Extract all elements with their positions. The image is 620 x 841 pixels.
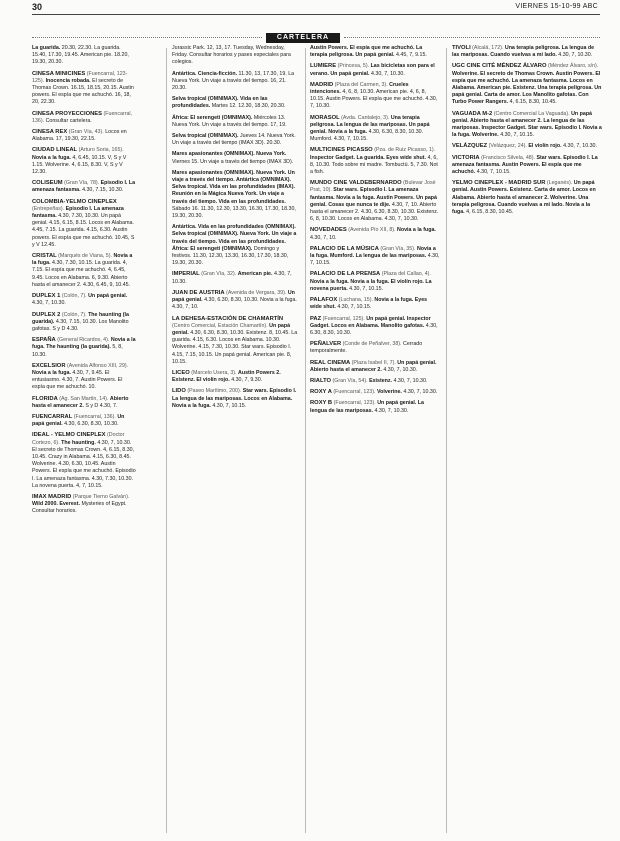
listings-column-4 (452, 45, 602, 833)
cinema-address: (Avenida de Vergara, 39). (226, 289, 287, 296)
cinema-listing (172, 370, 300, 384)
film-titles: Star wars. Episodio I. La amenaza fantasma. Novia a la fuga. Austin Powers. Un papá genial. Cosas que nunca te dije. (310, 187, 437, 208)
cinema-name: PEÑALVER (310, 341, 342, 348)
cinema-address: (Princesa, 5). (337, 63, 370, 70)
cinema-listing (452, 155, 602, 177)
cinema-listing (32, 312, 136, 334)
cinema-listing (172, 290, 300, 312)
listings-column-2 (172, 45, 300, 833)
showtimes: 4.30, 7, 9.45. El entusiasmo. 4.30, 7. Austin Powers. El espía que me achuchó. 10. (32, 369, 123, 391)
film-titles: Un papá genial. La lengua de las mariposas. (310, 400, 425, 414)
showtimes: 4.30, 7, 10.30. (383, 366, 418, 373)
cinema-name: MORASOL (310, 114, 340, 121)
film-titles: El violín rojo. (528, 143, 562, 150)
cinema-name: PALACIO DE LA MÚSICA (310, 245, 379, 252)
cinema-name: VAGUADA M-2 (452, 110, 493, 117)
cinema-name: IMPERIAL (172, 271, 200, 278)
film-titles: Austin Powers. El espía que me achuchó. La terapia peligrosa. Un papá genial. (310, 45, 423, 59)
divider-right (344, 37, 600, 38)
cinema-name: CINESA REX (32, 129, 68, 136)
showtimes: 4.30, 7.30, 10.15. La guarida. 4, 7.15. El espía que me achuchó. 4, 6.45, 9.45. Locos en Alabama. 6, 9.30. Abierto hasta el amanecer 2. 4.30, 6.45, 9, 10.45. (32, 260, 131, 288)
cinema-name: CINESA MINICINES (32, 70, 86, 77)
film-titles: Mares apasionantes (OMNIMAX). Nueva York. Un viaje a través del tiempo. Antártica (OMNIMAX). Selva tropical. Vida en las profundidades (IMAX). Reunión en la Mágica Nueva York. Un viaje a través del tiempo. Vida en las profundidades. (172, 169, 295, 205)
cinema-name: CINESA PROYECCIONES (32, 110, 103, 117)
film-titles: Episodio I. La amenaza fantasma. (32, 205, 124, 220)
cinema-listing (310, 227, 440, 241)
showtimes: 11.30, 13, 17.30, 19. La Nueva York. Un viaje a través del tiempo. 16, 21. 20.30. (172, 70, 295, 92)
cinema-listing (32, 293, 136, 307)
film-titles: Star wars. Episodio I. La lengua de las mariposas. Locos en Alabama. Novia a la fuga. (172, 388, 297, 409)
showtimes: 4, 6.45, 10.15. V, S y V 1.15. Wolverine. 4, 6.15, 8.30. V, S y V 12.30. (32, 154, 127, 176)
cinema-listing (32, 45, 136, 67)
showtimes: 4.30, 7.30, 10.30. Un papá genial. 4.15, 6.15, 8.15. Locos en Alabama. 4.45, 7.15. La guarida. 4.15, 6.30. Austin powers. El espía que me achuchó. 10.45, S y V 12.45. (32, 213, 135, 248)
cinema-listing (32, 253, 136, 289)
showtimes: Jueves 14. Nueva York. Un viaje a través del tiempo (IMAX 3D). 20.30. (172, 133, 296, 147)
cinema-address: (Fuencarral, 125). (322, 315, 365, 322)
showtimes: El secreto de Thomas Crown. 16.15, 18.15, 20.15. Austin powers. El espía que me achuchó. 16, 18, 20, 22.30. (32, 77, 134, 106)
cinema-name: MADRID (310, 81, 334, 88)
cinema-listing (172, 133, 300, 147)
film-titles: Crueles intenciones. (310, 81, 409, 96)
cinema-name: MUNDO CINE VALDEBERNARDO (310, 180, 402, 187)
cinema-listing (32, 199, 136, 249)
cinema-listing (310, 246, 440, 268)
cinema-listing (32, 432, 136, 490)
film-titles: Novia a la fuga. (32, 369, 71, 376)
cinema-listing (310, 378, 440, 385)
film-titles: Wolverine. El secreto de Thomas Crown. Austin Powers. El espía que me achuchó. La amenaza fantasma. Locos en Alabama. American pie. Existenz. Una terapia peligrosa. Un papá genial. Carta de amor. Los Manolito gafotas. Con Turbo Power Rangers. (452, 70, 602, 106)
film-titles: Novia a la fuga. (32, 253, 133, 267)
cinema-address: (Avenida Pío XII, 8). (348, 227, 396, 234)
newspaper-date: VIERNES 15-10-99 ABC (515, 3, 598, 10)
cinema-address: (Gran Vía, 43). (68, 129, 104, 136)
cinema-address: (General Ricardos, 4). (57, 337, 110, 344)
film-titles: Un papá genial. (172, 289, 295, 304)
cinema-listing (32, 180, 136, 194)
cinema-name: JUAN DE AUSTRIA (172, 289, 225, 296)
showtimes: 4.30, 6.30, 8.30, 10.30. Existenz. 8, 10.45. La guarida. 4.15, 6.30. Locos en Alabama. 10.30. Wolverine. 4.15, 7.30, 10.30. Star wars. Episodio I. 4.15, 7.15, 10.15. Un papá genial. American pie. 8, 10.15. (172, 329, 298, 365)
cinema-name: FLORIDA (32, 395, 58, 402)
cinema-address: (Fuencarral, 136). (32, 110, 133, 124)
cinema-listing (172, 96, 300, 110)
showtimes: 4.30, 6.30, 8.30, 10.30. (64, 421, 119, 428)
showtimes: 4.30, 7, 10.15. (337, 304, 372, 311)
cinema-address: (Arturo Soria, 165). (78, 147, 124, 154)
showtimes: 20.30, 22.30. La guarida. 15.40, 17.30, 19.45. American pie. 18.20, 19.30, 20.30. (32, 45, 129, 66)
cinema-name: VICTORIA (452, 154, 480, 161)
showtimes: 4.30, 7, 10. (310, 234, 337, 241)
showtimes: Cerrado temporalmente. (310, 341, 423, 355)
showtimes: 4.30, 7, 10.30. (374, 407, 409, 414)
film-titles: Wild 2000. Everest. (32, 501, 80, 508)
cinema-listing (172, 71, 300, 93)
cinema-name: PALAFOX (310, 297, 338, 304)
cinema-address: (Gran Vía, 35). (380, 245, 416, 252)
cinema-name: RIALTO (310, 377, 332, 384)
cinema-listing (32, 71, 136, 107)
cinema-listing (310, 400, 440, 414)
page-number: 30 (32, 2, 43, 12)
cinema-address: (Conde de Peñalver, 38). (342, 341, 402, 348)
column-rule (446, 48, 447, 833)
film-titles: Un papá genial. Inspector Gadget. Locos en Alabama. Manolito gafotas. (310, 315, 431, 329)
cinema-name: EXCELSIOR (32, 362, 66, 369)
column-rule (305, 48, 306, 833)
cinema-address: (Fuencarral, 123). (333, 400, 376, 407)
film-titles: Antártica. Ciencia-ficción. (172, 70, 238, 77)
cinema-listing (310, 180, 440, 223)
cinema-listing (452, 180, 602, 216)
cinema-listing (32, 363, 136, 392)
film-titles: Volverine. (376, 389, 402, 396)
film-titles: Novia a la fuga. (397, 227, 436, 234)
cinema-listing (310, 147, 440, 176)
cinema-name: DUPLEX 2 (32, 311, 61, 318)
film-titles: Selva tropical (OMNIMAX). (172, 133, 239, 140)
cinema-listing (32, 129, 136, 143)
cinema-name: LIDO (172, 388, 186, 395)
cinema-name: NOVEDADES (310, 227, 347, 234)
cinema-name: VELÁZQUEZ (452, 143, 488, 150)
cinema-listing (310, 45, 440, 59)
cinema-name: LA DEHESA-ESTACIÓN DE CHAMARTÍN (172, 315, 284, 322)
showtimes: Consultar cartelera. (45, 117, 92, 124)
cinema-listing (452, 111, 602, 140)
cinema-address: (Gran Vía, 32). (201, 271, 237, 278)
showtimes: 5, 8, 10.30. (32, 344, 123, 358)
cinema-name: REAL CINEMA (310, 359, 351, 366)
cinema-address: (Plaza del Callao, 4). (381, 271, 431, 278)
cinema-address: (Gran Vía, 54). (332, 377, 368, 384)
showtimes: Locos en Alabama. 17, 19.30, 22.15. (32, 129, 127, 143)
cinema-name: LICEO (172, 369, 190, 376)
film-titles: Inspector Gadget. La guarida. Eyes wide shut. (310, 154, 426, 161)
film-titles: Mares apasionantes (OMNIMAX). Nueva York. (172, 151, 287, 158)
cinema-address: (Méndez Álvaro, s/n). (547, 63, 599, 70)
cinema-address: (Colón, 7). (61, 311, 87, 318)
cinema-listing (310, 115, 440, 144)
showtimes: 4.30, 7, 10.30. (393, 377, 428, 384)
showtimes: 4.30, 7, 10.30. (32, 300, 66, 307)
cinema-address: (Centro Comercial La Vaguada). (493, 110, 570, 117)
showtimes: 4.30, 7, 10.30. El secreto de Thomas Crown. 4, 6.15, 8.30, 10.45. Crazy in Alabama. 4.15, 6.30, 8.45. Wolverine. 4.30, 6.30, 10.45. Austin Powers. El espía que me achuchó. Episodio I. La amenaza fantasma. 4.30, 7.30, 10.30. La novena puerta. 4, 7, 10.15. (32, 439, 136, 489)
cinema-address: (Gran Vía, 78). (64, 180, 100, 187)
showtimes: 4.45, 7, 9.15. (395, 52, 427, 59)
cinema-name: DUPLEX 1 (32, 293, 61, 300)
cinema-name: CRISTAL (32, 253, 57, 260)
showtimes: 4.30, 7, 10.30. (172, 271, 292, 285)
showtimes: Martes 12. 12.30, 18.30, 20.30. (211, 103, 286, 110)
showtimes: 4.30, 7, 10.30. (558, 52, 593, 59)
showtimes: 4, 6.15, 8.30, 10.45. (509, 99, 557, 106)
divider-left (32, 37, 262, 38)
showtimes: 4.30, 7, 10.15. (476, 169, 511, 176)
showtimes: Viernes 15. Un viaje a través del tiempo (IMAX 3D). (172, 158, 294, 165)
cinema-name: FUENCARRAL (32, 413, 73, 420)
showtimes: 4.30, 7, 10.15. (500, 132, 535, 139)
showtimes: 4.30, 6.30, 8.30, 10.30. Mumford. 4.30, 7, 10.15. (310, 129, 424, 143)
film-titles: Una terapia peligrosa. La lengua de las mariposas. Un papá genial. Novia a la fuga. (310, 114, 430, 136)
showtimes: 4.30, 6.30, 8.30, 10.30. Novia a la fuga. 4.30, 7, 10. (172, 297, 297, 311)
cinema-listing (310, 360, 440, 374)
cinema-address: (Avda. Cantalejo, 3). (341, 114, 390, 121)
cinema-listing (310, 297, 440, 311)
film-titles: Existenz. (369, 377, 393, 384)
showtimes: 4.30, 7.15, 10.30. Los Manolito gafotas. S y D 4.30. (32, 318, 129, 332)
cinema-listing (310, 341, 440, 355)
film-titles: Un papá genial. Abierto hasta el amanecer 2. La lengua de las mariposas. Inspector Gadget. Star wars. Episodio I. Novia a la fuga. Wolverine. (452, 110, 602, 139)
film-titles: Un papá genial. (172, 322, 291, 336)
cinema-listing (172, 45, 300, 67)
showtimes: S y D 4.30, 7. (85, 402, 118, 409)
cinema-listing (172, 388, 300, 410)
film-titles: Abierto hasta el amanecer 2. (32, 395, 129, 409)
film-titles: Novia a la fuga. The haunting (la guarida). (32, 337, 136, 351)
showtimes: 4.30, 7, 9.30. (231, 377, 263, 384)
film-titles: Un papá genial. (32, 413, 125, 428)
film-titles: Un papá genial. Austin Powers. Existenz. Carta de amor. Locos en Alabama. Abierto hasta el amanecer 2. Wolverine. Una terapia peligrosa. Cuando vuelvas a mi lado. Novia a la fuga. (452, 180, 596, 216)
cinema-listing (452, 143, 602, 150)
cinema-address: (Parque Tierno Galván). (72, 493, 130, 500)
showtimes: 4.30, 7, 10.15. (310, 253, 440, 267)
showtimes: 4.30, 7, 10.30. (403, 389, 438, 396)
cinema-address: (Avenida Alfonso XIII, 29). (66, 362, 129, 369)
showtimes: 4.30, 7.15, 10.30. (82, 187, 124, 194)
cinema-address: (Plaza Isabel II, 7). (351, 359, 396, 366)
cinema-address: (Fuencarral, 136). (73, 413, 116, 420)
showtimes: Sábado 16. 11.30, 12.30, 13.30, 16.30, 17.30, 18.30, 19.30, 20.30. (172, 205, 296, 220)
showtimes: 4, 6, 8, 10.30. American pie. 4, 6, 8, 10.15. Austin Powers. El espía que me achuchó. 4.30, 7, 10.30. (310, 89, 438, 110)
cinema-address: (Doctor Cortezo, 6). (32, 432, 125, 446)
cinema-listing (32, 111, 136, 125)
cinema-name: IDEAL - YELMO CINEPLEX (32, 432, 106, 439)
showtimes: Domingo y festivos. 11.30, 12.30, 13.30, 16.30, 17.30, 18.30, 19.30, 20.30. (172, 245, 289, 267)
cinema-address: (Plaza del Carmen, 3). (334, 81, 388, 88)
film-titles: Una terapia peligrosa. La lengua de las mariposas. Cuando vuelvas a mi lado. (452, 45, 595, 59)
film-titles: Austin Powers 2. Existenz. El violín rojo. (172, 369, 281, 384)
header-rule (32, 14, 600, 15)
cinema-listing (310, 63, 440, 77)
cinema-address: (Marcelo Usera, 3). (191, 369, 237, 376)
showtimes: 4.30, 6.30, 8.30, 10.30. (310, 322, 438, 336)
cinema-listing (452, 63, 602, 106)
column-rule (166, 48, 167, 833)
showtimes: Miércoles 13. Nueva York. Un viaje a través del tiempo. 17, 19. (172, 114, 287, 128)
film-titles: Episodio I. La amenaza fantasma. (32, 180, 136, 194)
film-titles: Star wars. Episodio I. La amenaza fantasma. Austin Powers. El espía que me achuchó. (452, 154, 598, 176)
cinema-address: (Fuencarral, 123-125). (32, 70, 128, 84)
film-titles: The haunting. (61, 439, 96, 446)
cinema-name: ESPAÑA (32, 337, 56, 344)
section-title: CARTELERA (266, 33, 340, 43)
film-titles: Inocencia robada. (45, 77, 91, 84)
cinema-listing (310, 316, 440, 338)
listings-column-1 (32, 45, 136, 833)
cinema-listing (32, 396, 136, 410)
cinema-address: (Colón, 7). (61, 293, 87, 300)
cinema-address: (Paseo Marítimo, 200). (187, 388, 242, 395)
cinema-address: (Francisco Silvela, 48). (481, 154, 535, 161)
cinema-address: (Luchana, 15). (338, 297, 373, 304)
cinema-address: (Pza. de Ruiz Picasso, 1). (374, 147, 436, 154)
showtimes: 4.30, 7, 10.30. (370, 70, 405, 77)
cinema-name: COLOMBIA-YELMO CINEPLEX (32, 198, 117, 205)
showtimes: 4.30, 7, 10.15. (349, 285, 384, 292)
cinema-address: (Centro Comercial, Estación Chamartín). (172, 322, 268, 329)
cinema-listing (172, 316, 300, 366)
cinema-listing (172, 115, 300, 129)
cinema-address: (Fuencarral, 123). (333, 389, 376, 396)
showtimes: 4.30, 7, 10.15. (212, 402, 247, 409)
cinema-name: MULTICINES PICASSO (310, 147, 373, 154)
cinema-name: YELMO CINEPLEX - MADRID SUR (452, 180, 546, 187)
cinema-address: (Velázquez, 24). (488, 143, 527, 150)
cinema-listing (32, 494, 136, 516)
cinema-name: COLISEUM (32, 180, 63, 187)
cinema-name: PALACIO DE LA PRENSA (310, 271, 381, 278)
film-titles: Las bicicletas son para el verano. Un papá genial. (310, 63, 435, 77)
cinema-address: (Marqués de Viana, 5). (58, 253, 112, 260)
showtimes: 4.30, 7, 10. Abierto hasta el amanecer 2. 4.30, 6.30, 8.30, 10.30. Existenz. 6, 8, 10.30. Locos en Alabama. 4.30, 7, 10.30. (310, 201, 439, 223)
cinema-name: ROXY B (310, 400, 333, 407)
cinema-listing (310, 389, 440, 396)
showtimes: Mysteries of Egypt. Consultar horarios. (32, 501, 127, 515)
cinema-name: ROXY A (310, 389, 332, 396)
cinema-listing (32, 414, 136, 428)
cinema-address: (Ag. San Martín, 14). (59, 395, 109, 402)
cinema-name: TÍVOLI (452, 45, 471, 51)
film-titles: Un papá genial. (88, 293, 128, 300)
showtimes: 4.30, 7, 10.30. (563, 143, 597, 150)
cinema-listing (32, 147, 136, 176)
film-titles: Antártica. Vida en las profundidades (OMNIMAX). Selva tropical (OMNIMAX). Nueva York. Un viaje a través del tiempo. Vida en las profundidades. África: El serengeti (OMNIMAX). (172, 224, 297, 252)
film-titles: Novia a la fuga. Mumford. La lengua de las mariposas. (310, 245, 436, 260)
showtimes: 4, 6.15, 8.30, 10.45. (466, 209, 514, 216)
cinema-listing (452, 45, 602, 59)
film-titles: American pie. (237, 271, 273, 278)
cinema-listing (172, 271, 300, 285)
film-titles: La guarida. (32, 45, 61, 51)
cinema-listing (172, 224, 300, 267)
cinema-name: PAZ (310, 315, 322, 322)
film-titles: Novia a la fuga. Novia a la fuga. El violín rojo. La novena puerta. (310, 278, 432, 292)
cinema-listing (32, 337, 136, 359)
film-titles: Un papá genial. Abierto hasta el amanecer 2. (310, 359, 437, 373)
film-titles: Novia a la fuga. Eyes wide shut. (310, 297, 428, 311)
cinema-listing (310, 271, 440, 293)
cinema-address: (Entrepeñas). (32, 205, 65, 212)
cinema-name: CIUDAD LINEAL (32, 147, 78, 154)
listings-column-3 (310, 45, 440, 833)
cinema-address: (Alcalá, 172). (472, 45, 504, 51)
cinema-name: UGC CINE CITÉ MÉNDEZ ÁLVARO (452, 63, 547, 70)
cinema-name: LUMIERE (310, 63, 337, 70)
cinema-listing (172, 170, 300, 220)
cinema-name: IMAX MADRID (32, 493, 72, 500)
showtimes: Jurassic Park. 12, 13, 17. Tuesday, Wednesday, Friday. Consultar horarios y pases especiales para colegios. (172, 45, 291, 66)
film-titles: Selva tropical (OMNIMAX). Vida en las profundidades. (172, 96, 268, 110)
showtimes: 4, 6, 8, 10.30. Todo sobre mi madre. Tombuctú. 5, 7.30. Not a fish. (310, 154, 438, 176)
cinema-listing (310, 82, 440, 111)
film-titles: The haunting (la guarida). (32, 311, 129, 325)
cinema-address: (Bulevar José Prat, 10). (310, 180, 436, 194)
film-titles: Novia a la fuga. (32, 154, 71, 161)
cinema-address: (Leganés). (546, 180, 573, 187)
cinema-listing (172, 151, 300, 165)
film-titles: África: El serengeti (OMNIMAX). (172, 114, 253, 121)
